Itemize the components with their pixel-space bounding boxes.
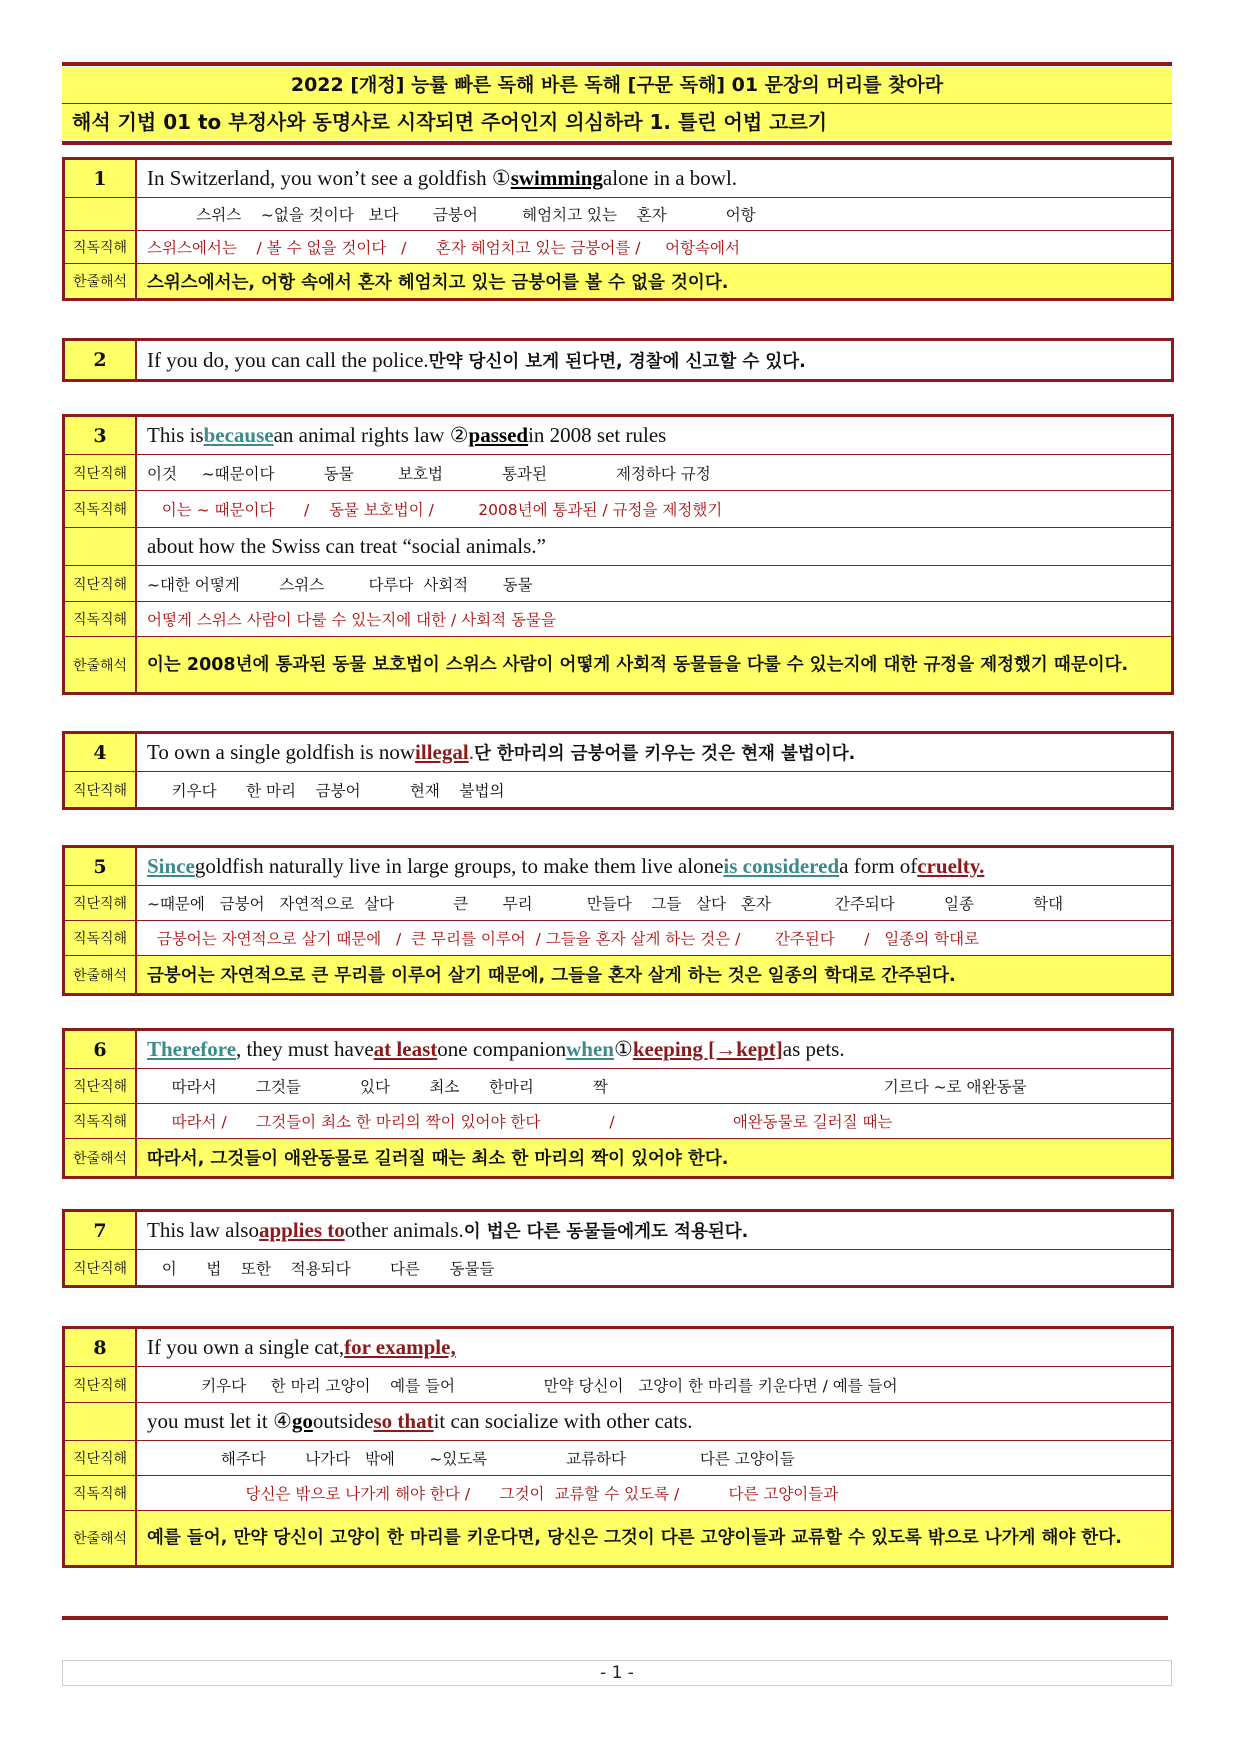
word-gloss: 이것 ~때문이다 동물 보호법 통과된 제정하다 규정 bbox=[147, 464, 711, 483]
label-phrase: 직독직해 bbox=[65, 1104, 137, 1138]
full-translation: 따라서, 그것들이 애완동물로 길러질 때는 최소 한 마리의 짝이 있어야 한다. bbox=[147, 1149, 729, 1169]
sentence-number: 4 bbox=[65, 734, 137, 771]
phrase-translation: 스위스에서는 / 볼 수 없을 것이다 / 혼자 헤엄치고 있는 금붕어를 / 어항속에서 bbox=[147, 239, 740, 257]
korean-translation: 단 한마리의 금붕어를 키우는 것은 현재 불법이다. bbox=[473, 744, 856, 764]
english-sentence bbox=[137, 160, 1171, 197]
korean-translation: 이 법은 다른 동물들에게도 적용된다. bbox=[463, 1222, 749, 1242]
english-sentence bbox=[137, 1329, 1171, 1366]
label-word: 직단직해 bbox=[65, 455, 137, 490]
text-part: goldfish naturally live in large groups, to make them live alone bbox=[194, 854, 724, 878]
phrase-translation: 따라서 / 그것들이 최소 한 마리의 짝이 있어야 한다 / 애완동물로 길러질 때는 bbox=[147, 1113, 893, 1131]
text-part: outside bbox=[312, 1409, 374, 1433]
sentence-number: 3 bbox=[65, 417, 137, 454]
key-expression: illegal bbox=[415, 740, 469, 764]
key-expression: Since bbox=[147, 854, 195, 878]
footer-rule bbox=[62, 1616, 1168, 1620]
grammar-choice: passed bbox=[468, 423, 529, 447]
phrase-translation: 이는 ~ 때문이다 / 동물 보호법이 / 2008년에 통과된 / 규정을 제정했기 bbox=[147, 501, 723, 519]
sentence-block-5 bbox=[62, 845, 1174, 996]
sentence-block-8 bbox=[62, 1326, 1174, 1568]
word-gloss-mixed bbox=[137, 1367, 1171, 1402]
header-bottom-rule bbox=[62, 141, 1172, 145]
word-gloss: 이 법 또한 적용되다 다른 동물들 bbox=[147, 1259, 495, 1278]
sentence-number: 6 bbox=[65, 1031, 137, 1068]
sentence-number: 5 bbox=[65, 848, 137, 885]
label-phrase: 직독직해 bbox=[65, 602, 137, 636]
text-part: it can socialize with other cats. bbox=[433, 1409, 693, 1433]
text-part: one companion bbox=[437, 1037, 567, 1061]
full-translation: 스위스에서는, 어항 속에서 혼자 헤엄치고 있는 금붕어를 볼 수 없을 것이다. bbox=[147, 272, 729, 293]
english-sentence-cont: about how the Swiss can treat “social animals.” bbox=[147, 534, 546, 558]
header-subtitle: 해석 기법 01 to 부정사와 동명사로 시작되면 주어인지 의심하라 1. 틀린 어법 고르기 bbox=[62, 104, 1172, 140]
key-expression: because bbox=[203, 423, 274, 447]
label-word: 직단직해 bbox=[65, 1069, 137, 1103]
text-part: as pets. bbox=[782, 1037, 845, 1061]
english-sentence-cont bbox=[137, 1403, 1171, 1440]
label-word: 직단직해 bbox=[65, 1367, 137, 1402]
word-gloss: 키우다 한 마리 금붕어 현재 불법의 bbox=[147, 781, 505, 800]
header-title: 2022 [개정] 능률 빠른 독해 바른 독해 [구문 독해] 01 문장의 머리를 찾아라 bbox=[62, 67, 1172, 104]
text-part: In Switzerland, you won’t see a goldfish ① bbox=[147, 166, 511, 190]
label-word: 직단직해 bbox=[65, 772, 137, 807]
english-sentence bbox=[137, 1031, 1171, 1068]
phrase-translation: 어떻게 스위스 사람이 다룰 수 있는지에 대한 / 사회적 동물을 bbox=[147, 611, 556, 629]
sentence-number: 1 bbox=[65, 160, 137, 197]
text-part: you must let it ④ bbox=[147, 1409, 292, 1433]
key-expression: applies to bbox=[258, 1218, 345, 1242]
text-part: If you own a single cat, bbox=[147, 1335, 345, 1359]
phrase-translation: 금붕어는 자연적으로 살기 때문에 / 큰 무리를 이루어 / 그들을 혼자 살게 하는 것은 / 간주된다 / 일종의 학대로 bbox=[147, 930, 980, 948]
word-gloss: 따라서 그것들 있다 최소 한마리 짝 기르다 ~로 애완동물 bbox=[147, 1078, 1027, 1096]
grammar-choice: go bbox=[291, 1409, 313, 1433]
key-expression: Therefore bbox=[147, 1037, 237, 1061]
empty-label bbox=[65, 1403, 137, 1440]
text-part: If you do, you can call the police. bbox=[147, 347, 429, 372]
english-sentence bbox=[137, 341, 1171, 379]
word-gloss: ~때문에 금붕어 자연적으로 살다 큰 무리 만들다 그들 살다 혼자 간주되다 일종 학대 bbox=[147, 895, 1064, 913]
header-top-rule bbox=[62, 62, 1172, 66]
english-sentence bbox=[137, 734, 1171, 771]
page-number: - 1 - bbox=[62, 1660, 1172, 1686]
key-expression: is considered bbox=[723, 854, 840, 878]
sentence-block-6 bbox=[62, 1028, 1174, 1179]
full-translation: 금붕어는 자연적으로 큰 무리를 이루어 살기 때문에, 그들을 혼자 살게 하는 것은 일종의 학대로 간주된다. bbox=[147, 966, 956, 986]
phrase-translation: 당신은 밖으로 나가게 해야 한다 / 그것이 교류할 수 있도록 / 다른 고양이들과 bbox=[147, 1485, 839, 1503]
english-sentence bbox=[137, 417, 1171, 454]
sentence-block-7 bbox=[62, 1209, 1174, 1288]
label-phrase: 직독직해 bbox=[65, 1476, 137, 1510]
label-full: 한줄해석 bbox=[65, 1139, 137, 1176]
sentence-block-4 bbox=[62, 731, 1174, 810]
sentence-block-2 bbox=[62, 338, 1174, 382]
text-part: ① bbox=[614, 1037, 633, 1061]
text-part: To own a single goldfish is now bbox=[147, 740, 416, 764]
key-expression: at least bbox=[373, 1037, 438, 1061]
text-part: This is bbox=[147, 423, 204, 447]
label-word: 직단직해 bbox=[65, 566, 137, 601]
label-full: 한줄해석 bbox=[65, 1511, 137, 1565]
sentence-number: 2 bbox=[65, 341, 137, 379]
text-part: other animals. bbox=[344, 1218, 464, 1242]
full-translation: 예를 들어, 만약 당신이 고양이 한 마리를 키운다면, 당신은 그것이 다른 고양이들과 교류할 수 있도록 밖으로 나가게 해야 한다. bbox=[147, 1528, 1122, 1548]
sentence-block-3 bbox=[62, 414, 1174, 695]
label-phrase: 직독직해 bbox=[65, 231, 137, 263]
label-full: 한줄해석 bbox=[65, 956, 137, 993]
text-part: a form of bbox=[839, 854, 918, 878]
key-expression: cruelty. bbox=[917, 854, 985, 878]
text-part: This law also bbox=[147, 1218, 259, 1242]
text-part: . bbox=[468, 740, 474, 764]
word-gloss: 스위스 ~없을 것이다 보다 금붕어 헤엄치고 있는 혼자 어항 bbox=[147, 206, 756, 224]
label-full: 한줄해석 bbox=[65, 637, 137, 692]
empty-label bbox=[65, 528, 137, 565]
text-part: alone in a bowl. bbox=[602, 166, 738, 190]
key-expression: when bbox=[566, 1037, 614, 1061]
word-gloss: ~대한 어떻게 스위스 다루다 사회적 동물 bbox=[147, 575, 533, 594]
english-sentence bbox=[137, 1212, 1171, 1249]
label-word: 직단직해 bbox=[65, 1441, 137, 1475]
word-gloss: 해주다 나가다 밖에 ~있도록 교류하다 다른 고양이들 bbox=[147, 1450, 795, 1468]
label-phrase: 직독직해 bbox=[65, 491, 137, 527]
empty-label bbox=[65, 198, 137, 230]
label-word: 직단직해 bbox=[65, 1250, 137, 1285]
sentence-block-1 bbox=[62, 157, 1174, 301]
label-full: 한줄해석 bbox=[65, 264, 137, 298]
english-sentence bbox=[137, 848, 1171, 885]
label-phrase: 직독직해 bbox=[65, 921, 137, 955]
text-part: in 2008 set rules bbox=[528, 423, 667, 447]
grammar-choice: swimming bbox=[510, 166, 603, 190]
key-expression: so that bbox=[373, 1409, 434, 1433]
key-expression: for example, bbox=[344, 1335, 456, 1359]
word-gloss: 키우다 한 마리 고양이 예를 들어 만약 당신이 고양이 한 마리를 키운다면 / 예를 들어 bbox=[147, 1376, 898, 1395]
sentence-number: 7 bbox=[65, 1212, 137, 1249]
grammar-correction: keeping [→kept] bbox=[632, 1037, 783, 1061]
text-part: , they must have bbox=[236, 1037, 374, 1061]
sentence-number: 8 bbox=[65, 1329, 137, 1366]
text-part: an animal rights law ② bbox=[273, 423, 469, 447]
label-word: 직단직해 bbox=[65, 886, 137, 920]
korean-translation: 만약 당신이 보게 된다면, 경찰에 신고할 수 있다. bbox=[428, 351, 806, 372]
full-translation: 이는 2008년에 통과된 동물 보호법이 스위스 사람이 어떻게 사회적 동물들을 다룰 수 있는지에 대한 규정을 제정했기 때문이다. bbox=[147, 654, 1129, 675]
